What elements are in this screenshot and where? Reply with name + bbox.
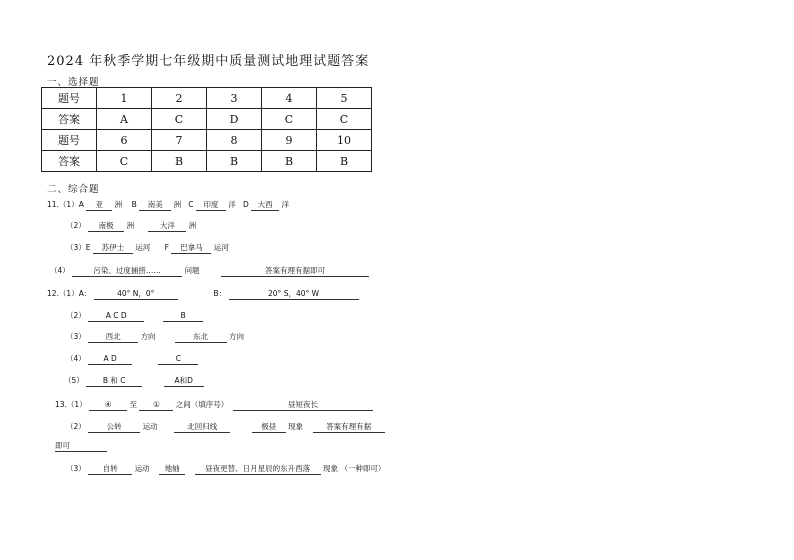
table-cell: D xyxy=(207,109,262,130)
q12-3-prefix: （3） xyxy=(66,332,86,341)
table-row xyxy=(42,151,372,172)
answer-blank: 大西 xyxy=(251,200,279,211)
q12-line-1 xyxy=(47,288,359,300)
answer-blank: C xyxy=(158,354,198,365)
table-cell: B xyxy=(262,151,317,172)
answer-blank: 西北 xyxy=(88,332,138,343)
section-heading-choice: 一、选择题 xyxy=(47,77,100,88)
table-cell: 10 xyxy=(317,130,372,151)
table-cell: 8 xyxy=(207,130,262,151)
table-cell: C xyxy=(262,109,317,130)
table-cell: C xyxy=(317,109,372,130)
answer-blank: 印度 xyxy=(196,200,226,211)
label-c: C xyxy=(188,200,194,209)
static-text: 运河 xyxy=(135,243,151,252)
table-cell: C xyxy=(152,109,207,130)
static-text: 方向 xyxy=(229,332,245,341)
table-cell: 2 xyxy=(152,88,207,109)
table-cell: B xyxy=(317,151,372,172)
answer-blank: A C D xyxy=(88,311,144,322)
page-title: 2024 年秋季学期七年级期中质量测试地理试题答案 xyxy=(47,54,370,69)
answer-blank: 答案有理有据即可 xyxy=(221,266,369,277)
static-text: 洲 xyxy=(188,221,197,230)
static-text: 现象 xyxy=(323,464,339,473)
q11-3-prefix: （3）E xyxy=(66,243,91,252)
static-text: 洋 xyxy=(228,200,236,209)
q11-line-4 xyxy=(50,265,369,277)
label-d: D xyxy=(242,200,249,209)
static-text: 运动 xyxy=(134,464,150,473)
q13-1-prefix: 13.（1） xyxy=(55,400,87,409)
answer-blank: 答案有理有据 xyxy=(313,422,385,433)
table-cell: 4 xyxy=(262,88,317,109)
static-text: 洲 xyxy=(173,200,182,209)
table-cell: A xyxy=(97,109,152,130)
q13-2-prefix: （2） xyxy=(66,422,86,431)
answer-blank: A D xyxy=(88,354,132,365)
table-cell: 题号 xyxy=(42,130,97,151)
q13-line-2-cont xyxy=(55,441,107,452)
static-text: 问题 xyxy=(184,266,200,275)
q12-line-2 xyxy=(66,310,203,322)
q12-1-prefix: 12.（1）A： xyxy=(47,289,92,298)
static-text: 方向 xyxy=(140,332,156,341)
answer-blank: 极昼 xyxy=(252,422,286,433)
answer-blank: 大洋 xyxy=(148,221,186,232)
table-row xyxy=(42,88,372,109)
q12-5-prefix: （5） xyxy=(64,376,84,385)
q12-line-4 xyxy=(66,353,198,365)
answer-blank: 南美 xyxy=(139,200,171,211)
q12-line-3 xyxy=(66,331,244,343)
answer-blank: A和D xyxy=(164,376,204,387)
table-row xyxy=(42,109,372,130)
table-cell: 题号 xyxy=(42,88,97,109)
answer-blank: 20° S，40° W xyxy=(229,289,359,300)
static-text: 运河 xyxy=(213,243,229,252)
static-text: 现象 xyxy=(288,422,304,431)
q11-line-1 xyxy=(47,199,289,211)
table-cell: 7 xyxy=(152,130,207,151)
table-cell: 6 xyxy=(97,130,152,151)
answer-blank: 苏伊士 xyxy=(93,243,133,254)
table-cell: B xyxy=(207,151,262,172)
static-text: 洲 xyxy=(114,200,123,209)
q13-line-3 xyxy=(66,463,385,475)
static-text: 洲 xyxy=(126,221,135,230)
answer-blank: ④ xyxy=(89,400,127,411)
table-cell: 3 xyxy=(207,88,262,109)
q12-4-prefix: （4） xyxy=(66,354,86,363)
answer-blank: 巴拿马 xyxy=(171,243,211,254)
answer-blank: B 和 C xyxy=(86,376,142,387)
answer-blank: 亚 xyxy=(86,200,112,211)
q11-line-2 xyxy=(66,220,196,232)
answer-table xyxy=(41,87,372,172)
static-text: 至 xyxy=(129,400,137,409)
table-cell: 9 xyxy=(262,130,317,151)
answer-blank: B xyxy=(163,311,203,322)
answer-blank: 昼夜更替、日月星辰的东升西落 xyxy=(195,464,321,475)
table-cell: B xyxy=(152,151,207,172)
answer-blank: 自转 xyxy=(88,464,132,475)
table-cell: 答案 xyxy=(42,109,97,130)
answer-blank: ① xyxy=(139,400,173,411)
answer-blank: 北回归线 xyxy=(174,422,230,433)
label-f: F xyxy=(164,243,169,252)
answer-blank: 地轴 xyxy=(159,464,185,475)
q13-3-prefix: （3） xyxy=(66,464,86,473)
answer-blank: 东北 xyxy=(175,332,227,343)
table-cell: 5 xyxy=(317,88,372,109)
label-b: B： xyxy=(213,289,227,298)
static-text: 运动 xyxy=(142,422,158,431)
q11-line-3 xyxy=(66,242,229,254)
section-heading-comprehensive: 二、综合题 xyxy=(47,184,100,195)
table-cell: 1 xyxy=(97,88,152,109)
table-cell: C xyxy=(97,151,152,172)
static-text: （一种即可） xyxy=(340,464,386,473)
q11-4-prefix: （4） xyxy=(50,266,70,275)
q12-2-prefix: （2） xyxy=(66,311,86,320)
static-text: 之间（填序号） xyxy=(175,400,229,409)
table-cell: 答案 xyxy=(42,151,97,172)
q13-line-2 xyxy=(66,421,385,433)
answer-blank: 南极 xyxy=(88,221,124,232)
answer-blank: 40° N，0° xyxy=(94,289,178,300)
answer-blank: 公转 xyxy=(88,422,140,433)
label-b: B xyxy=(131,200,137,209)
q12-line-5 xyxy=(64,375,204,387)
static-text: 洋 xyxy=(281,200,290,209)
answer-blank: 污染、过度捕捞…… xyxy=(72,266,182,277)
q13-line-1 xyxy=(55,399,373,411)
q11-1-prefix: 11.（1）A xyxy=(47,200,84,209)
answer-blank-continued: 即可 xyxy=(55,441,107,452)
table-row xyxy=(42,130,372,151)
q11-2-prefix: （2） xyxy=(66,221,86,230)
answer-blank: 昼短夜长 xyxy=(233,400,373,411)
